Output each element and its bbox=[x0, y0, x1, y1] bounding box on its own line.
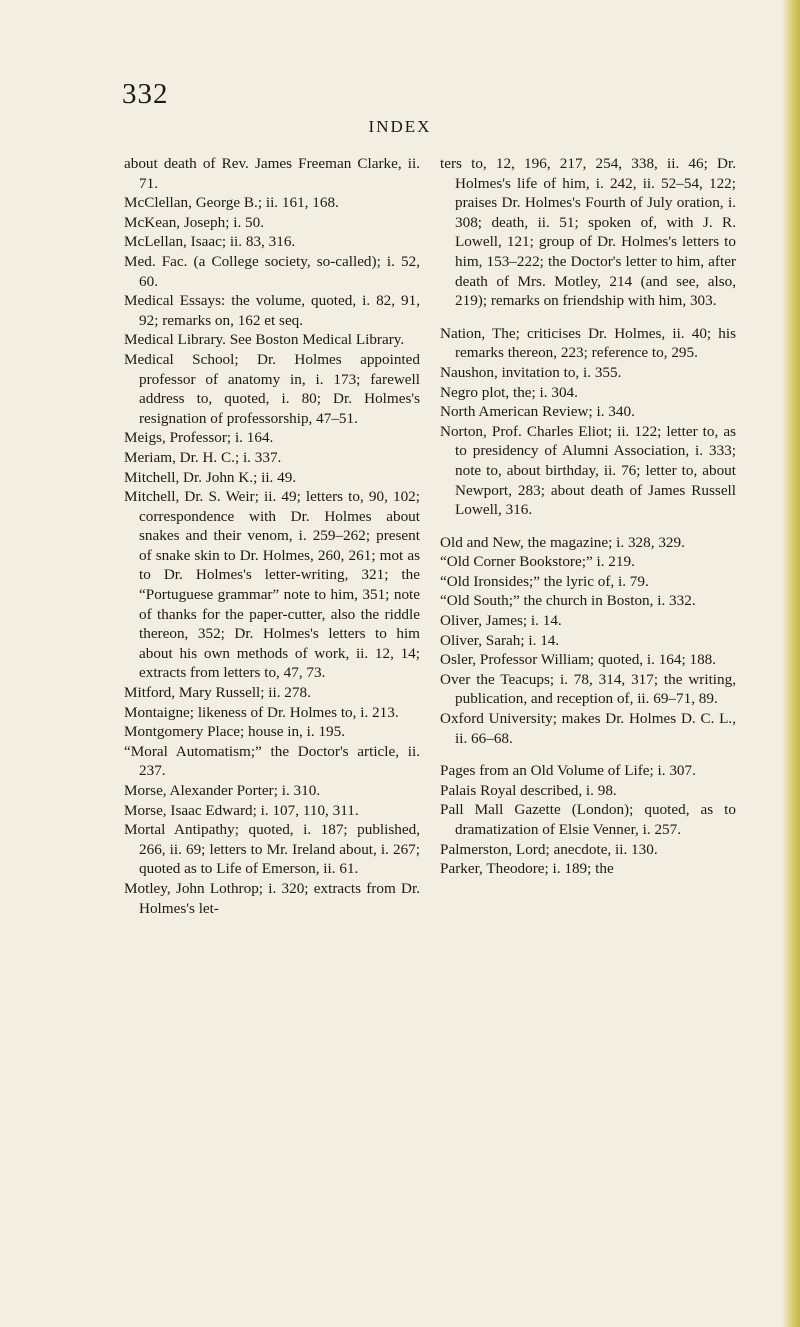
index-entry: McKean, Joseph; i. 50. bbox=[124, 213, 265, 231]
index-entry: North American Review; i. 340. bbox=[440, 403, 635, 421]
index-entry: “Old Corner Bookstore;” i. 219. bbox=[440, 553, 635, 571]
index-entry: Over the Teacups; i. 78, 314, 317; the writing, publication, and reception of, ii. 69–71, 89. bbox=[440, 670, 736, 708]
index-entry: Mitchell, Dr. John K.; ii. 49. bbox=[124, 468, 297, 486]
index-entry: Nation, The; criticises Dr. Holmes, ii. 40; his remarks thereon, 223; reference to, 295. bbox=[440, 324, 736, 362]
index-entry: Montgomery Place; house in, i. 195. bbox=[124, 723, 346, 741]
index-entry: Negro plot, the; i. 304. bbox=[440, 383, 578, 401]
index-entry: Med. Fac. (a College society, so-called); i. 52, 60. bbox=[124, 252, 420, 290]
index-entry: Medical School; Dr. Holmes appointed professor of anatomy in, i. 173; farewell address to, quoted, i. 80; Dr. Holmes's resignation of professorship, 47–51. bbox=[124, 350, 420, 427]
running-head: INDEX bbox=[368, 117, 432, 136]
index-entry: Meigs, Professor; i. 164. bbox=[124, 429, 274, 447]
index-entry: Mitchell, Dr. S. Weir; ii. 49; letters to, 90, 102; correspondence with Dr. Holmes about snakes and their venom, i. 259–262; present of snake skin to Dr. Holmes, 260, 261; mot as to Dr. Holmes's letter-writing, 321; the “Portuguese grammar” note to him, 351; note of thanks for the paper-cutter, also the riddle thereon, 352; Dr. Holmes's letters to him about his own methods of work, ii. 12, 14; extracts from letters to, 47, 73. bbox=[124, 488, 420, 682]
index-entry: Palais Royal described, i. 98. bbox=[440, 781, 617, 799]
index-entry: McLellan, Isaac; ii. 83, 316. bbox=[124, 233, 296, 251]
index-entry: Old and New, the magazine; i. 328, 329. bbox=[440, 533, 685, 551]
index-entry: Mitford, Mary Russell; ii. 278. bbox=[124, 684, 311, 702]
index-entry: Osler, Professor William; quoted, i. 164; 188. bbox=[440, 651, 717, 669]
page-edge bbox=[782, 0, 800, 1327]
index-entry: Motley, John Lothrop; i. 320; extracts from Dr. Holmes's let- bbox=[124, 879, 420, 917]
index-entry: Palmerston, Lord; anecdote, ii. 130. bbox=[440, 840, 658, 858]
index-entry: ters to, 12, 196, 217, 254, 338, ii. 46; Dr. Holmes's life of him, i. 242, ii. 52–54, 122; praises Dr. Holmes's Fourth of July oration, i. 308; death, ii. 51; spoken of, with J. R. Lowell, 121; group of Dr. Holmes's letters to him, 153–222; the Doctor's letter to him, after death of Mrs. Motley, 214 (and see, also, 219); remarks on friendship with him, 303. bbox=[440, 155, 736, 310]
index-entry: Norton, Prof. Charles Eliot; ii. 122; letter to, as to presidency of Alumni Association, i. 333; note to, about birthday, ii. 76; letter to, about Newport, 283; about death of James Russell Lowell, 316. bbox=[440, 422, 736, 519]
index-entry: Oliver, Sarah; i. 14. bbox=[440, 631, 560, 649]
index-entry: Montaigne; likeness of Dr. Holmes to, i. 213. bbox=[124, 703, 399, 721]
index-entry: Meriam, Dr. H. C.; i. 337. bbox=[124, 448, 282, 466]
index-column-right bbox=[440, 154, 736, 879]
index-entry: Morse, Alexander Porter; i. 310. bbox=[124, 782, 321, 799]
index-entry: “Old Ironsides;” the lyric of, i. 79. bbox=[440, 572, 649, 590]
index-entry: Pall Mall Gazette (London); quoted, as to dramatization of Elsie Venner, i. 257. bbox=[440, 801, 736, 838]
index-entry: about death of Rev. James Freeman Clarke, ii. 71. bbox=[124, 155, 420, 192]
index-entry: Pages from an Old Volume of Life; i. 307. bbox=[440, 762, 696, 780]
index-entry: Medical Library. See Boston Medical Library. bbox=[124, 331, 405, 349]
index-entry: Naushon, invitation to, i. 355. bbox=[440, 363, 622, 381]
index-entry: Morse, Isaac Edward; i. 107, 110, 311. bbox=[124, 801, 359, 819]
index-entry: Oxford University; makes Dr. Holmes D. C. L., ii. 66–68. bbox=[440, 710, 736, 747]
index-entry: Oliver, James; i. 14. bbox=[440, 612, 562, 630]
index-entry: Parker, Theodore; i. 189; the bbox=[440, 860, 614, 878]
page-number: 332 bbox=[122, 78, 169, 110]
index-entry: McClellan, George B.; ii. 161, 168. bbox=[124, 194, 339, 212]
index-entry: Mortal Antipathy; quoted, i. 187; published, 266, ii. 69; letters to Mr. Ireland about, i. 267; quoted as to Life of Emerson, ii. 61. bbox=[124, 821, 420, 878]
index-column-left bbox=[124, 154, 420, 918]
index-entry: “Old South;” the church in Boston, i. 332. bbox=[440, 592, 696, 610]
index-entry: Medical Essays: the volume, quoted, i. 82, 91, 92; remarks on, 162 et seq. bbox=[124, 292, 420, 329]
index-entry: “Moral Automatism;” the Doctor's article, ii. 237. bbox=[124, 742, 420, 780]
